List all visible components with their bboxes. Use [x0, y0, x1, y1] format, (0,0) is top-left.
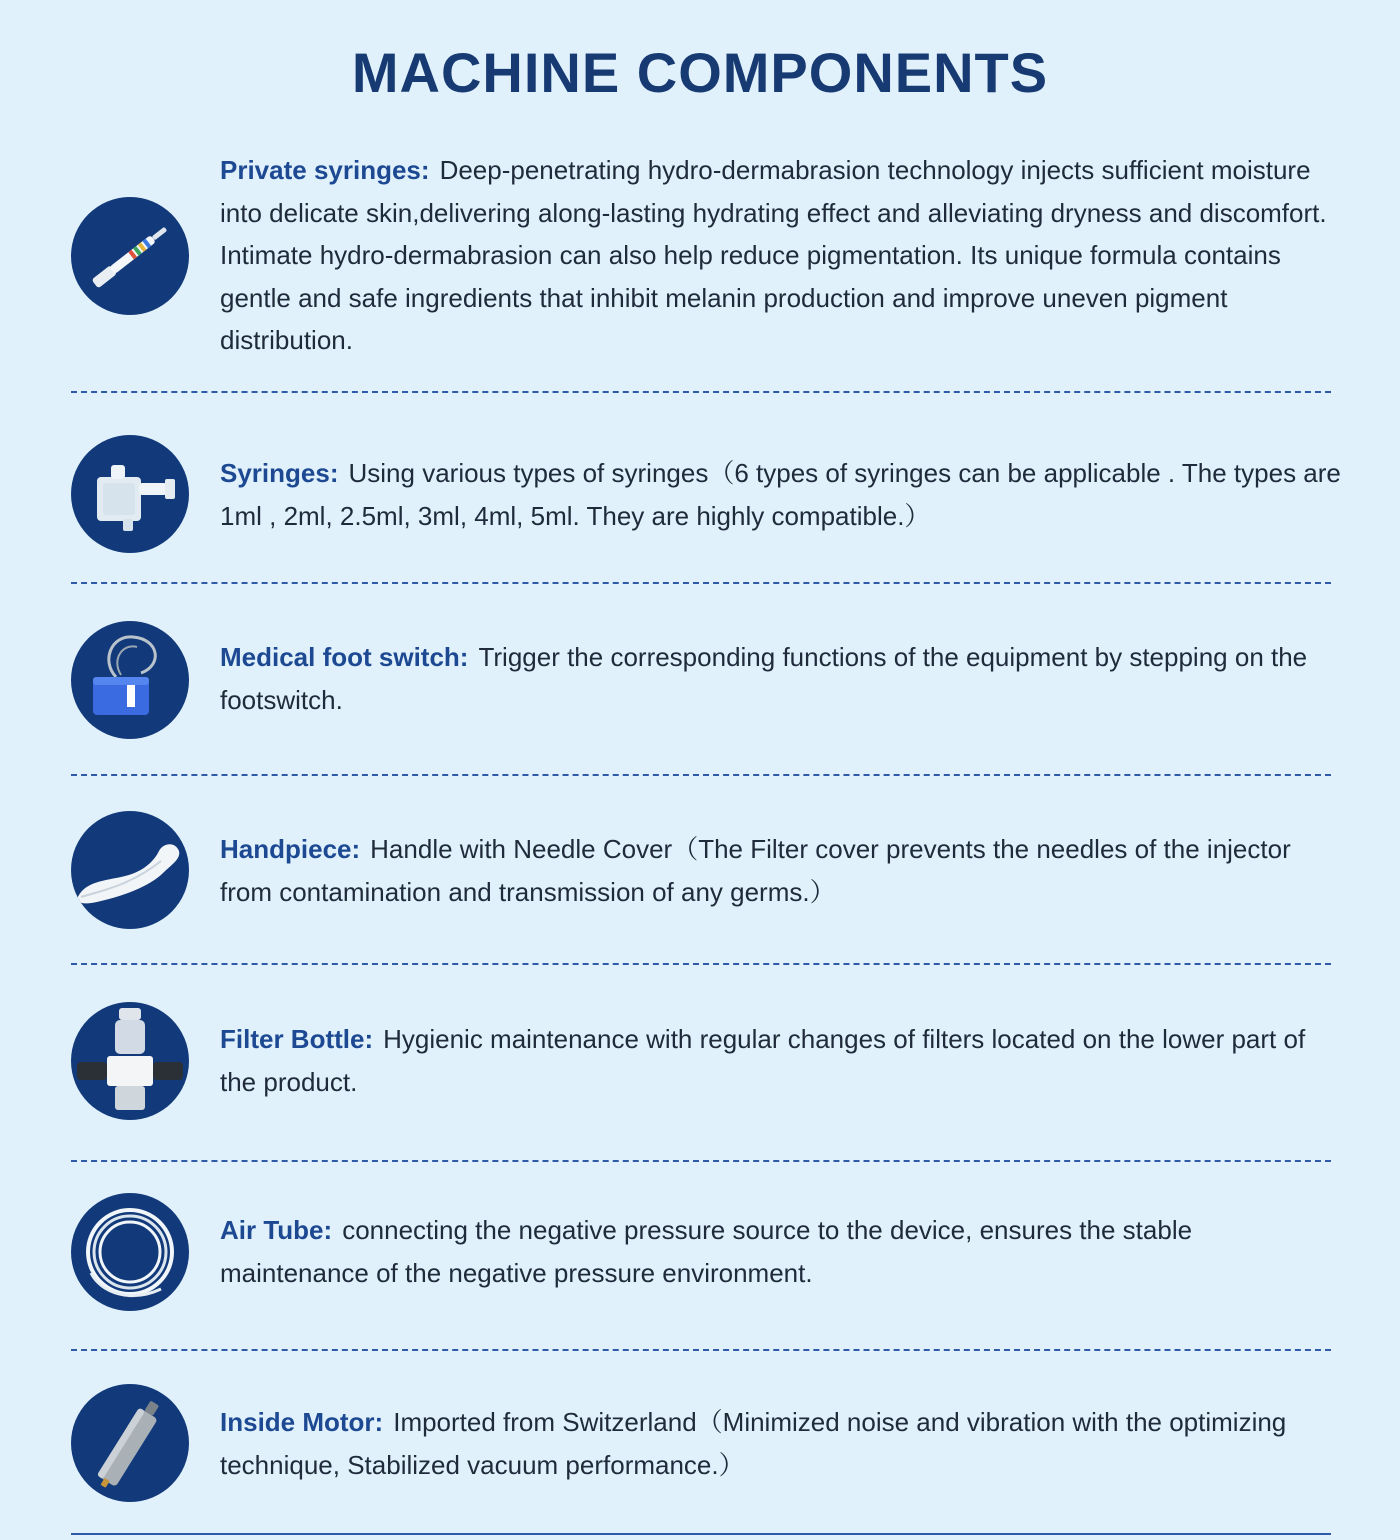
- syringe-adapter-icon: [71, 435, 189, 553]
- component-description: [220, 828, 1345, 913]
- component-text: Using various types of syringes（6 types of syringes can be applicable . The types are 1ml , 2ml, 2.5ml, 3ml, 4ml, 5ml. They are highly compatible.）: [220, 458, 1341, 531]
- component-text: connecting the negative pressure source to the device, ensures the stable maintenance of the negative pressure environment.: [220, 1215, 1193, 1288]
- component-label: Inside Motor:: [220, 1407, 384, 1437]
- component-label: Syringes:: [220, 458, 339, 488]
- divider: [71, 774, 1331, 776]
- component-text: Trigger the corresponding functions of the equipment by stepping on the footswitch.: [220, 642, 1308, 715]
- component-label: Private syringes:: [220, 155, 430, 185]
- divider: [71, 1349, 1331, 1351]
- foot-switch-icon: [71, 621, 189, 739]
- component-label: Handpiece:: [220, 834, 361, 864]
- component-description: [220, 1209, 1345, 1294]
- syringe-icon: [71, 197, 189, 315]
- component-label: Air Tube:: [220, 1215, 333, 1245]
- component-description: [220, 452, 1345, 537]
- page-title: MACHINE COMPONENTS: [351, 41, 1049, 104]
- component-label: Medical foot switch:: [220, 642, 469, 672]
- divider: [71, 1533, 1331, 1535]
- air-tube-icon: [71, 1193, 189, 1311]
- component-description: [220, 149, 1345, 362]
- component-description: [220, 1401, 1345, 1486]
- divider: [71, 391, 1331, 393]
- component-description: [220, 1018, 1345, 1103]
- divider: [71, 963, 1331, 965]
- filter-bottle-icon: [71, 1002, 189, 1120]
- handpiece-icon: [71, 811, 189, 929]
- component-text: Deep-penetrating hydro-dermabrasion technology injects sufficient moisture into delicate skin,delivering along-lasting hydrating effect and alleviating dryness and discomfort. Intimate hydro-dermabrasion can also help reduce pigmentation. Its unique formula contains gentle and safe ingredients that inhibit melanin production and improve uneven pigment distribution.: [220, 155, 1327, 355]
- component-text: Handle with Needle Cover（The Filter cover prevents the needles of the injector from contamination and transmission of any germs.）: [220, 834, 1291, 907]
- divider: [71, 582, 1331, 584]
- divider: [71, 1160, 1331, 1162]
- motor-icon: [71, 1384, 189, 1502]
- component-text: Hygienic maintenance with regular changes of filters located on the lower part of the product.: [220, 1024, 1306, 1097]
- component-text: Imported from Switzerland（Minimized noise and vibration with the optimizing technique, Stabilized vacuum performance.）: [220, 1407, 1287, 1480]
- component-label: Filter Bottle:: [220, 1024, 374, 1054]
- component-description: [220, 636, 1345, 721]
